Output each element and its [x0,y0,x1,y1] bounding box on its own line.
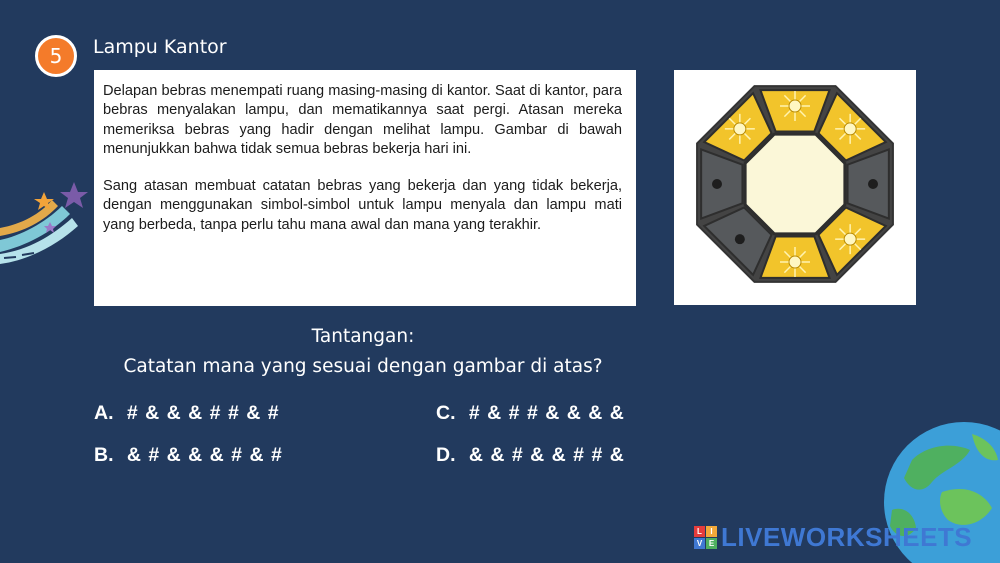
logo-letter-i: I [706,526,717,537]
question-number-badge: 5 [35,35,77,77]
octagonal-office-diagram [684,78,906,296]
question-title: Lampu Kantor [93,36,227,58]
option-b[interactable] [94,444,283,467]
option-b-sequence: & # & & & # & # [126,444,283,466]
purple-star-icon [60,182,88,208]
option-d-sequence: & & # & & # # & [468,444,625,466]
lamp-on-icon [789,256,801,268]
lamp-on-icon [844,233,856,245]
liveworksheets-brand [694,522,972,553]
option-d-letter: D. [436,444,456,466]
option-a-sequence: # & & & # # & # [126,402,280,424]
option-c[interactable] [436,402,625,425]
option-b-letter: B. [94,444,114,466]
logo-letter-v: V [694,538,705,549]
challenge-question: Catatan mana yang sesuai dengan gambar di atas? [123,356,603,377]
lamp-off-icon [735,234,745,244]
lamp-off-icon [712,179,722,189]
lamp-on-icon [844,123,856,135]
option-c-sequence: # & # # & & & & [468,402,625,424]
logo-letter-e: E [706,538,717,549]
office-diagram-panel [674,70,916,305]
logo-letter-l: L [694,526,705,537]
challenge-heading: Tantangan: [311,326,415,347]
option-c-letter: C. [436,402,456,424]
question-paragraph-2: Sang atasan membuat catatan bebras yang bekerja dan yang tidak bekerja, dengan menggunakan simbol-simbol untuk lampu menyala dan lampu mati yang berbeda, tanpa perlu tahu mana awal dan mana yang terakhir. [103,178,622,233]
lamp-on-icon [789,100,801,112]
lamp-off-icon [868,179,878,189]
brand-wordmark: LIVEWORKSHEETS [721,522,973,552]
office-courtyard [745,134,845,234]
lamp-on-icon [734,123,746,135]
option-d[interactable] [436,444,625,467]
option-a[interactable] [94,402,280,425]
question-paragraph-1: Delapan bebras menempati ruang masing-masing di kantor. Saat di kantor, para bebras menyalakan lampu, dan mematikannya saat pergi. Atasan mereka memeriksa bebras yang hadir dengan melihat lampu. Gambar di bawah menunjukkan bahwa tidak semua bebras bekerja hari ini. [103,83,622,157]
shooting-stars-decoration [0,178,100,268]
question-text-panel [94,70,636,306]
option-a-letter: A. [94,402,114,424]
liveworksheets-logo-icon [694,526,717,549]
